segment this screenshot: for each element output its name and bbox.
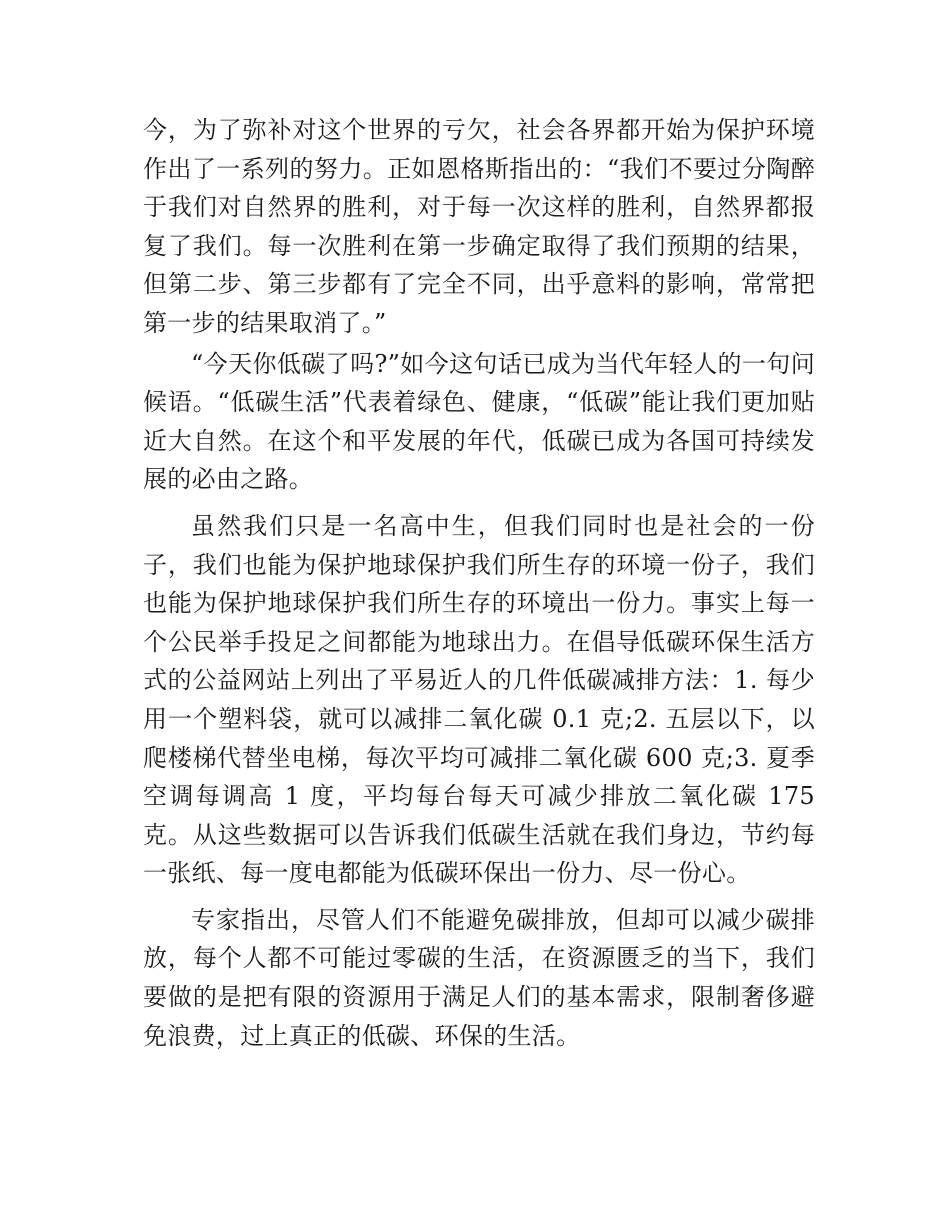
paragraph-2: “今天你低碳了吗?”如今这句话已成为当代年轻人的一句问候语。“低碳生活”代表着绿色、健康，“低碳”能让我们更加贴近大自然。在这个和平发展的年代，低碳已成为各国可持续发展的必由之路。 [143,349,815,494]
paragraph-4: 专家指出，尽管人们不能避免碳排放，但却可以减少碳排放，每个人都不可能过零碳的生活，在资源匮乏的当下，我们要做的是把有限的资源用于满足人们的基本需求，限制奢侈避免浪费，过上真正的低碳、环保的生活。 [143,905,815,1050]
paragraph-3: 虽然我们只是一名高中生，但我们同时也是社会的一份子，我们也能为保护地球保护我们所生存的环境一份子，我们也能为保护地球保护我们所生存的环境出一份力。事实上每一个公民举手投足之间都能为地球出力。在倡导低碳环保生活方式的公益网站上列出了平易近人的几件低碳减排方法：1. 每少用一个塑料袋，就可以减排二氧化碳 0.1 克;2. 五层以下，以爬楼梯代替坐电梯，每次平均可减排二氧化碳 600 克;3. 夏季空调每调高 1 度，平均每台每天可减少排放二氧化碳 175 克。从这些数据可以告诉我们低碳生活就在我们身边，节约每一张纸、每一度电都能为低碳环保出一份力、尽一份心。 [143,511,815,888]
paragraph-1: 今，为了弥补对这个世界的亏欠，社会各界都开始为保护环境作出了一系列的努力。正如恩格斯指出的：“我们不要过分陶醉于我们对自然界的胜利，对于每一次这样的胜利，自然界都报复了我们。每一次胜利在第一步确定取得了我们预期的结果，但第二步、第三步都有了完全不同，出乎意料的影响，常常把第一步的结果取消了。” [143,116,815,337]
document-body [143,111,815,1055]
